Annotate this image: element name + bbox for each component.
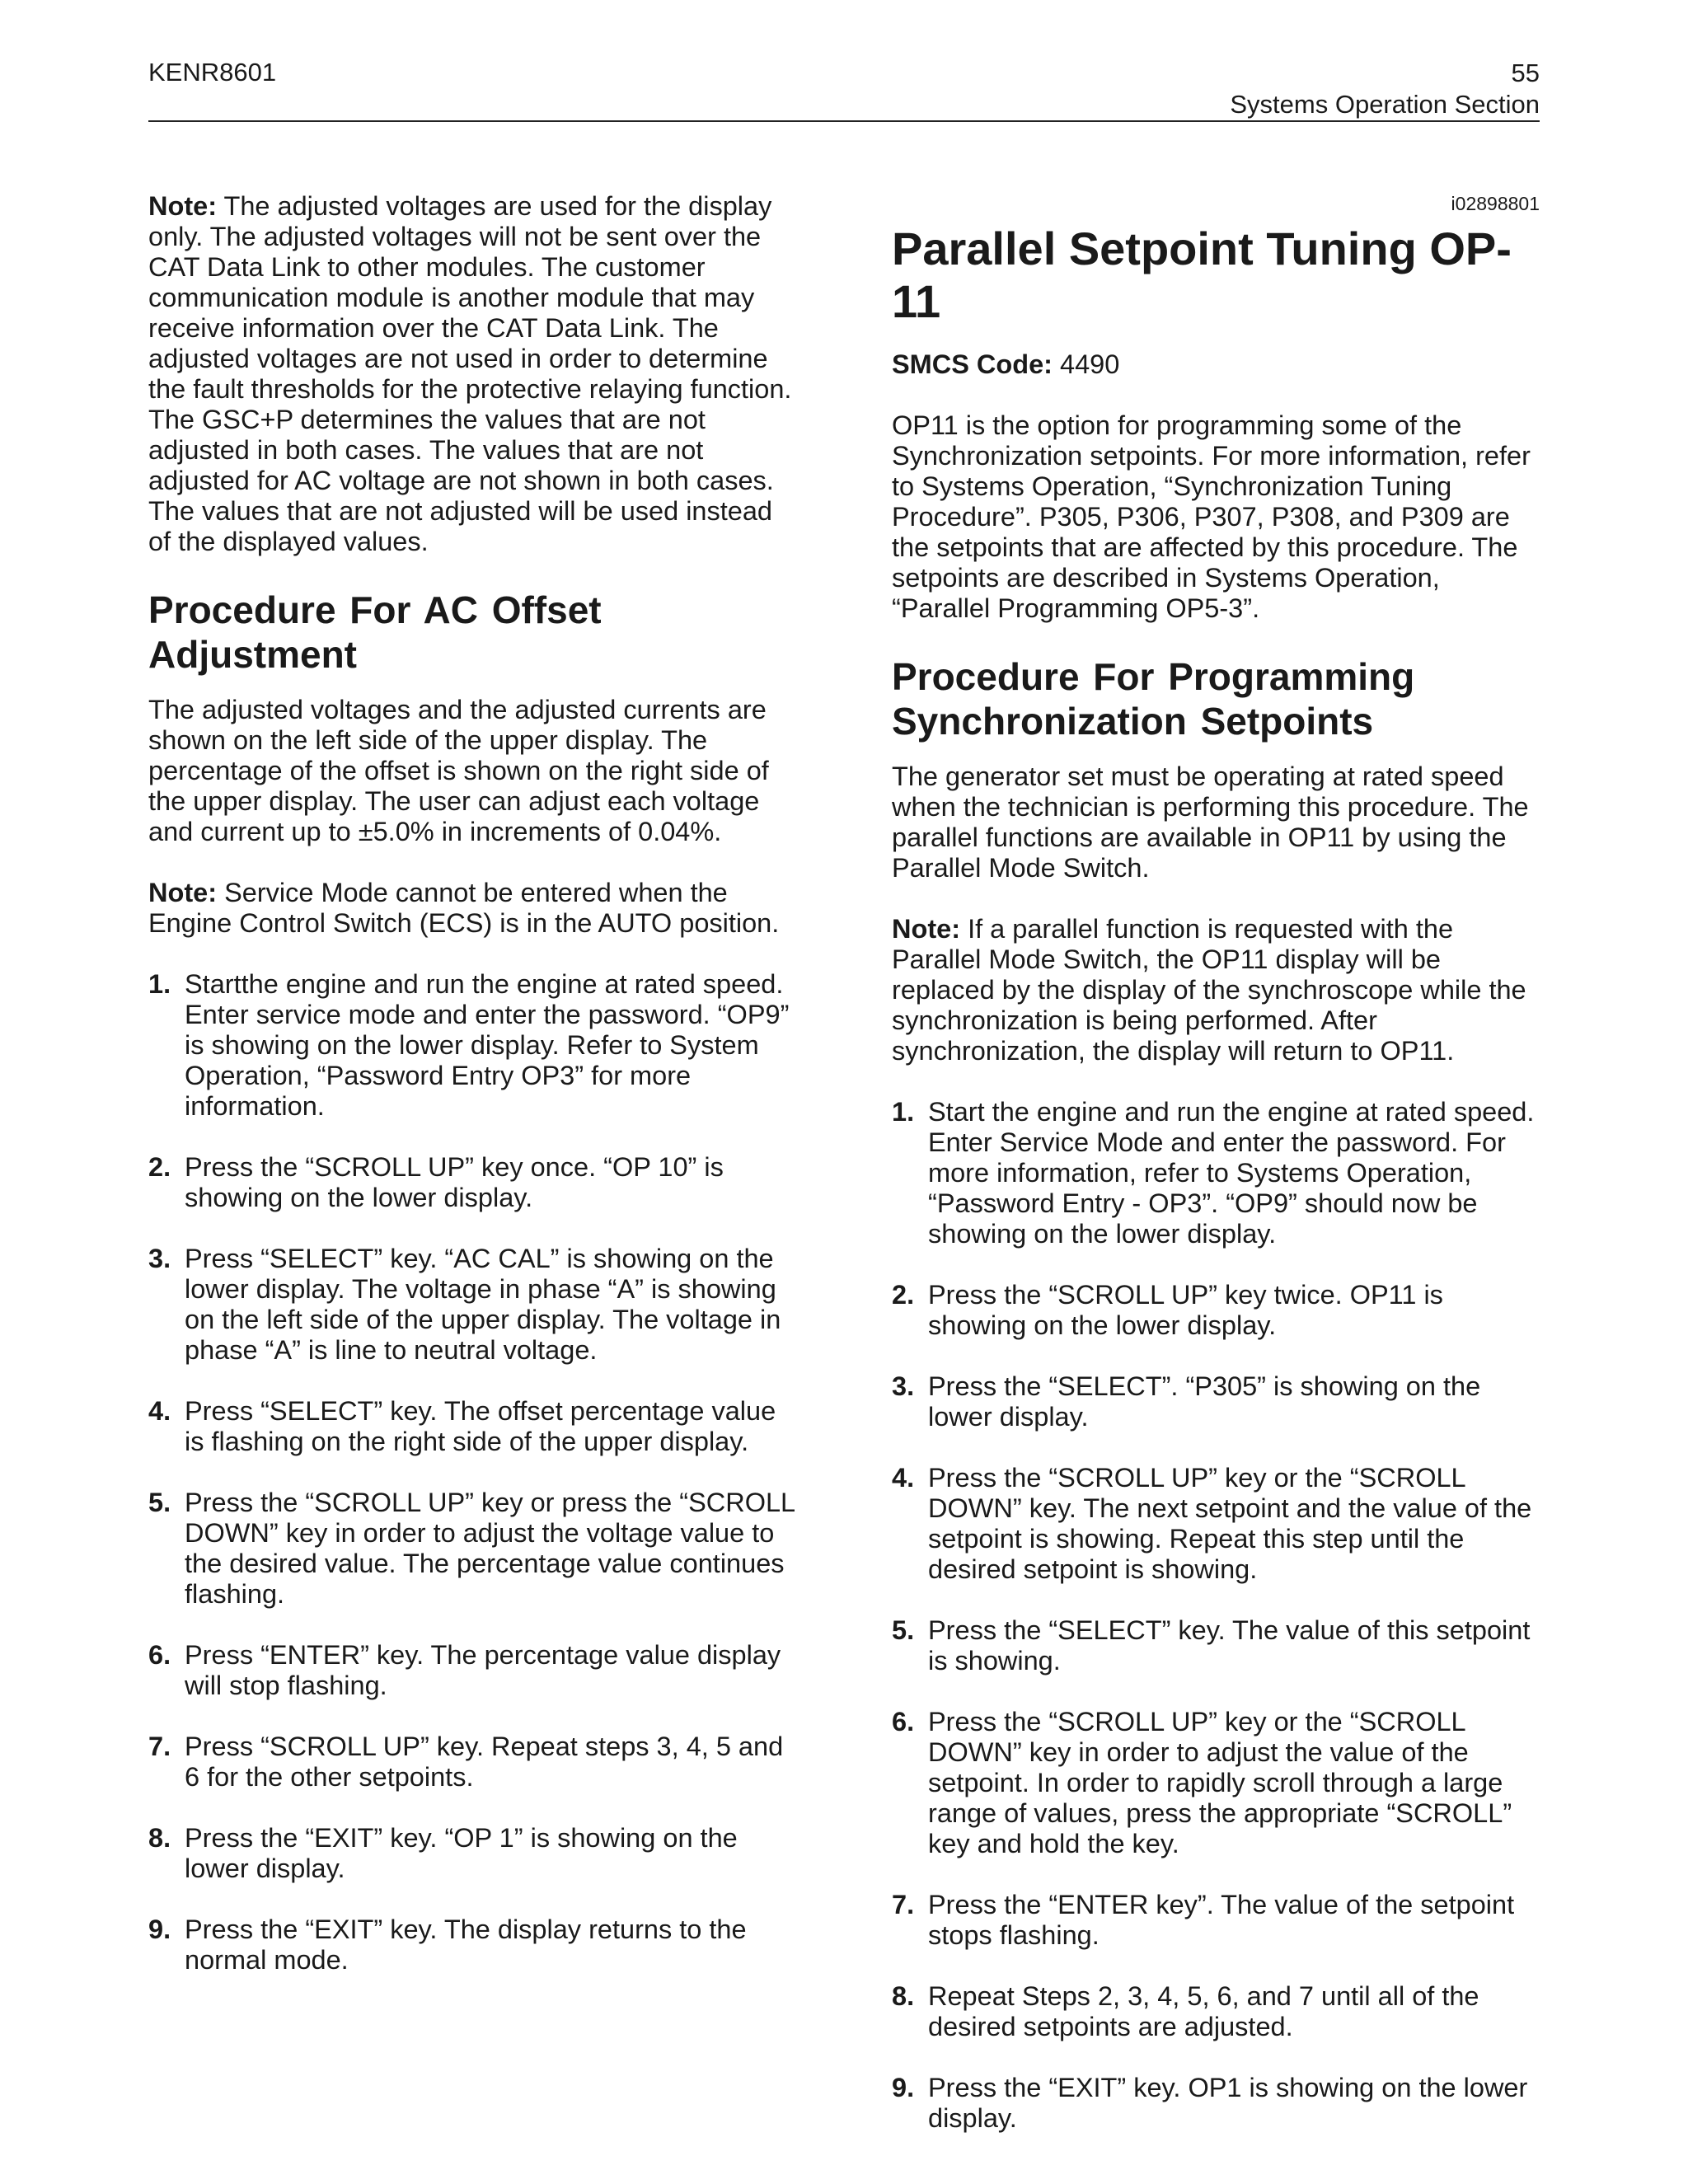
- step-number: 3.: [148, 1244, 171, 1273]
- step-number: 4.: [892, 1463, 915, 1493]
- step-item: [892, 1707, 1540, 1859]
- step-text: Press the “ENTER key”. The value of the setpoint stops flashing.: [928, 1890, 1515, 1950]
- step-text: Press the “SELECT” key. The value of this setpoint is showing.: [928, 1615, 1531, 1675]
- step-number: 5.: [148, 1488, 171, 1517]
- note-text: The adjusted voltages are used for the display only. The adjusted voltages will not be sent over the CAT Data Link to other modules. The customer communication module is another module that may receive information over the CAT Data Link. The adjusted voltages are not used in order to determine the fault thresholds for the protective relaying function. The GSC+P determines the values that are not adjusted in both cases. The values that are not adjusted for AC voltage are not shown in both cases. The values that are not adjusted will be used instead of the displayed values.: [148, 191, 792, 556]
- step-number: 8.: [148, 1823, 171, 1853]
- smcs-label: SMCS Code:: [892, 349, 1053, 379]
- step-item: [892, 1371, 1540, 1432]
- step-text: Press the “SELECT”. “P305” is showing on the lower display.: [928, 1371, 1481, 1432]
- right-column: [892, 191, 1540, 2164]
- step-number: 9.: [892, 2073, 915, 2102]
- step-text: Press the “SCROLL UP” key or the “SCROLL DOWN” key. The next setpoint and the value of the setpoint is showing. Repeat this step until the desired setpoint is showing.: [928, 1463, 1532, 1584]
- step-item: [892, 2073, 1540, 2134]
- step-text: Repeat Steps 2, 3, 4, 5, 6, and 7 until all of the desired setpoints are adjusted.: [928, 1981, 1479, 2041]
- header-rule: [148, 120, 1540, 122]
- step-item: [148, 969, 795, 1122]
- step-item: [148, 1396, 795, 1457]
- step-number: 1.: [892, 1097, 915, 1127]
- step-text: Press the “SCROLL UP” key twice. OP11 is showing on the lower display.: [928, 1280, 1443, 1340]
- article-title: Parallel Setpoint Tuning OP-11: [892, 223, 1512, 327]
- section-heading-sync-setpoints: Procedure For Programming Synchronization Setpoints: [892, 655, 1415, 743]
- step-item: [892, 1890, 1540, 1951]
- step-text: Press “ENTER” key. The percentage value display will stop flashing.: [185, 1640, 781, 1700]
- step-number: 7.: [148, 1732, 171, 1761]
- step-number: 6.: [148, 1640, 171, 1670]
- note-text: Service Mode cannot be entered when the Engine Control Switch (ECS) is in the AUTO position.: [148, 878, 780, 938]
- ac-offset-steps: [148, 969, 795, 1975]
- section-name: Systems Operation Section: [1230, 90, 1540, 119]
- smcs-code: [892, 349, 1540, 380]
- note-label: Note:: [148, 878, 218, 907]
- step-item: [892, 1097, 1540, 1249]
- step-number: 4.: [148, 1396, 171, 1426]
- note-label: Note:: [892, 914, 961, 944]
- page-header-right: [1230, 58, 1540, 120]
- note-label: Note:: [148, 191, 218, 221]
- document-id: i02898801: [1451, 193, 1540, 214]
- step-text: Press the “SCROLL UP” key once. “OP 10” is showing on the lower display.: [185, 1152, 724, 1212]
- step-text: Press “SELECT” key. “AC CAL” is showing on the lower display. The voltage in phase “A” is showing on the left side of the upper display. The voltage in phase “A” is line to neutral voltage.: [185, 1244, 781, 1365]
- ac-offset-intro: The adjusted voltages and the adjusted currents are shown on the left side of the upper display. The percentage of the offset is shown on the right side of the upper display. The user can adjust each voltage and current up to ±5.0% in increments of 0.04%.: [148, 695, 769, 846]
- step-text: Press the “EXIT” key. OP1 is showing on the lower display.: [928, 2073, 1528, 2133]
- note-text: If a parallel function is requested with the Parallel Mode Switch, the OP11 display will be replaced by the display of the synchroscope while the synchronization is being performed. After synchronization, the display will return to OP11.: [892, 914, 1526, 1066]
- step-number: 9.: [148, 1915, 171, 1944]
- step-text: Press the “EXIT” key. “OP 1” is showing on the lower display.: [185, 1823, 738, 1883]
- sync-prerequisite: The generator set must be operating at rated speed when the technician is performing this procedure. The parallel functions are available in OP11 by using the Parallel Mode Switch.: [892, 762, 1529, 883]
- step-text: Press the “SCROLL UP” key or press the “SCROLL DOWN” key in order to adjust the voltage value to the desired value. The percentage value continues flashing.: [185, 1488, 795, 1609]
- step-number: 6.: [892, 1707, 915, 1736]
- left-column: [148, 191, 795, 2006]
- step-item: [148, 1640, 795, 1701]
- step-number: 2.: [892, 1280, 915, 1310]
- step-item: [148, 1823, 795, 1884]
- note-service-mode: [148, 878, 795, 939]
- step-number: 2.: [148, 1152, 171, 1182]
- step-number: 3.: [892, 1371, 915, 1401]
- step-text: Press the “EXIT” key. The display returns to the normal mode.: [185, 1915, 747, 1975]
- op11-intro: OP11 is the option for programming some of the Synchronization setpoints. For more information, refer to Systems Operation, “Synchronization Tuning Procedure”. P305, P306, P307, P308, and P309 are the setpoints that are affected by this procedure. The setpoints are described in Systems Operation, “Parallel Programming OP5-3”.: [892, 410, 1531, 623]
- step-item: [892, 1463, 1540, 1585]
- step-item: [892, 1280, 1540, 1341]
- step-item: [148, 1488, 795, 1610]
- step-text: Start the engine and run the engine at rated speed. Enter Service Mode and enter the password. For more information, refer to Systems Operation, “Password Entry - OP3”. “OP9” should now be showing on the lower display.: [928, 1097, 1535, 1249]
- step-item: [148, 1152, 795, 1213]
- step-text: Press “SELECT” key. The offset percentage value is flashing on the right side of the upper display.: [185, 1396, 776, 1456]
- document-number: KENR8601: [148, 58, 277, 87]
- step-item: [148, 1244, 795, 1366]
- step-item: [148, 1915, 795, 1975]
- step-number: 7.: [892, 1890, 915, 1919]
- smcs-value: 4490: [1053, 349, 1120, 379]
- step-text: Press the “SCROLL UP” key or the “SCROLL DOWN” key in order to adjust the value of the setpoint. In order to rapidly scroll through a large range of values, press the appropriate “SCROLL” key and hold the key.: [928, 1707, 1512, 1858]
- step-item: [892, 1615, 1540, 1676]
- step-item: [892, 1981, 1540, 2042]
- note-display-only: [148, 191, 795, 557]
- sync-steps: [892, 1097, 1540, 2134]
- step-item: [148, 1732, 795, 1793]
- step-text: Startthe engine and run the engine at rated speed. Enter service mode and enter the password. “OP9” is showing on the lower display. Refer to System Operation, “Password Entry OP3” for more information.: [185, 969, 790, 1121]
- step-number: 5.: [892, 1615, 915, 1645]
- step-text: Press “SCROLL UP” key. Repeat steps 3, 4, 5 and 6 for the other setpoints.: [185, 1732, 784, 1792]
- section-heading-ac-offset: Procedure For AC Offset Adjustment: [148, 588, 602, 676]
- step-number: 1.: [148, 969, 171, 999]
- note-parallel-function: [892, 914, 1540, 1066]
- step-number: 8.: [892, 1981, 915, 2011]
- page-number: 55: [1511, 59, 1540, 87]
